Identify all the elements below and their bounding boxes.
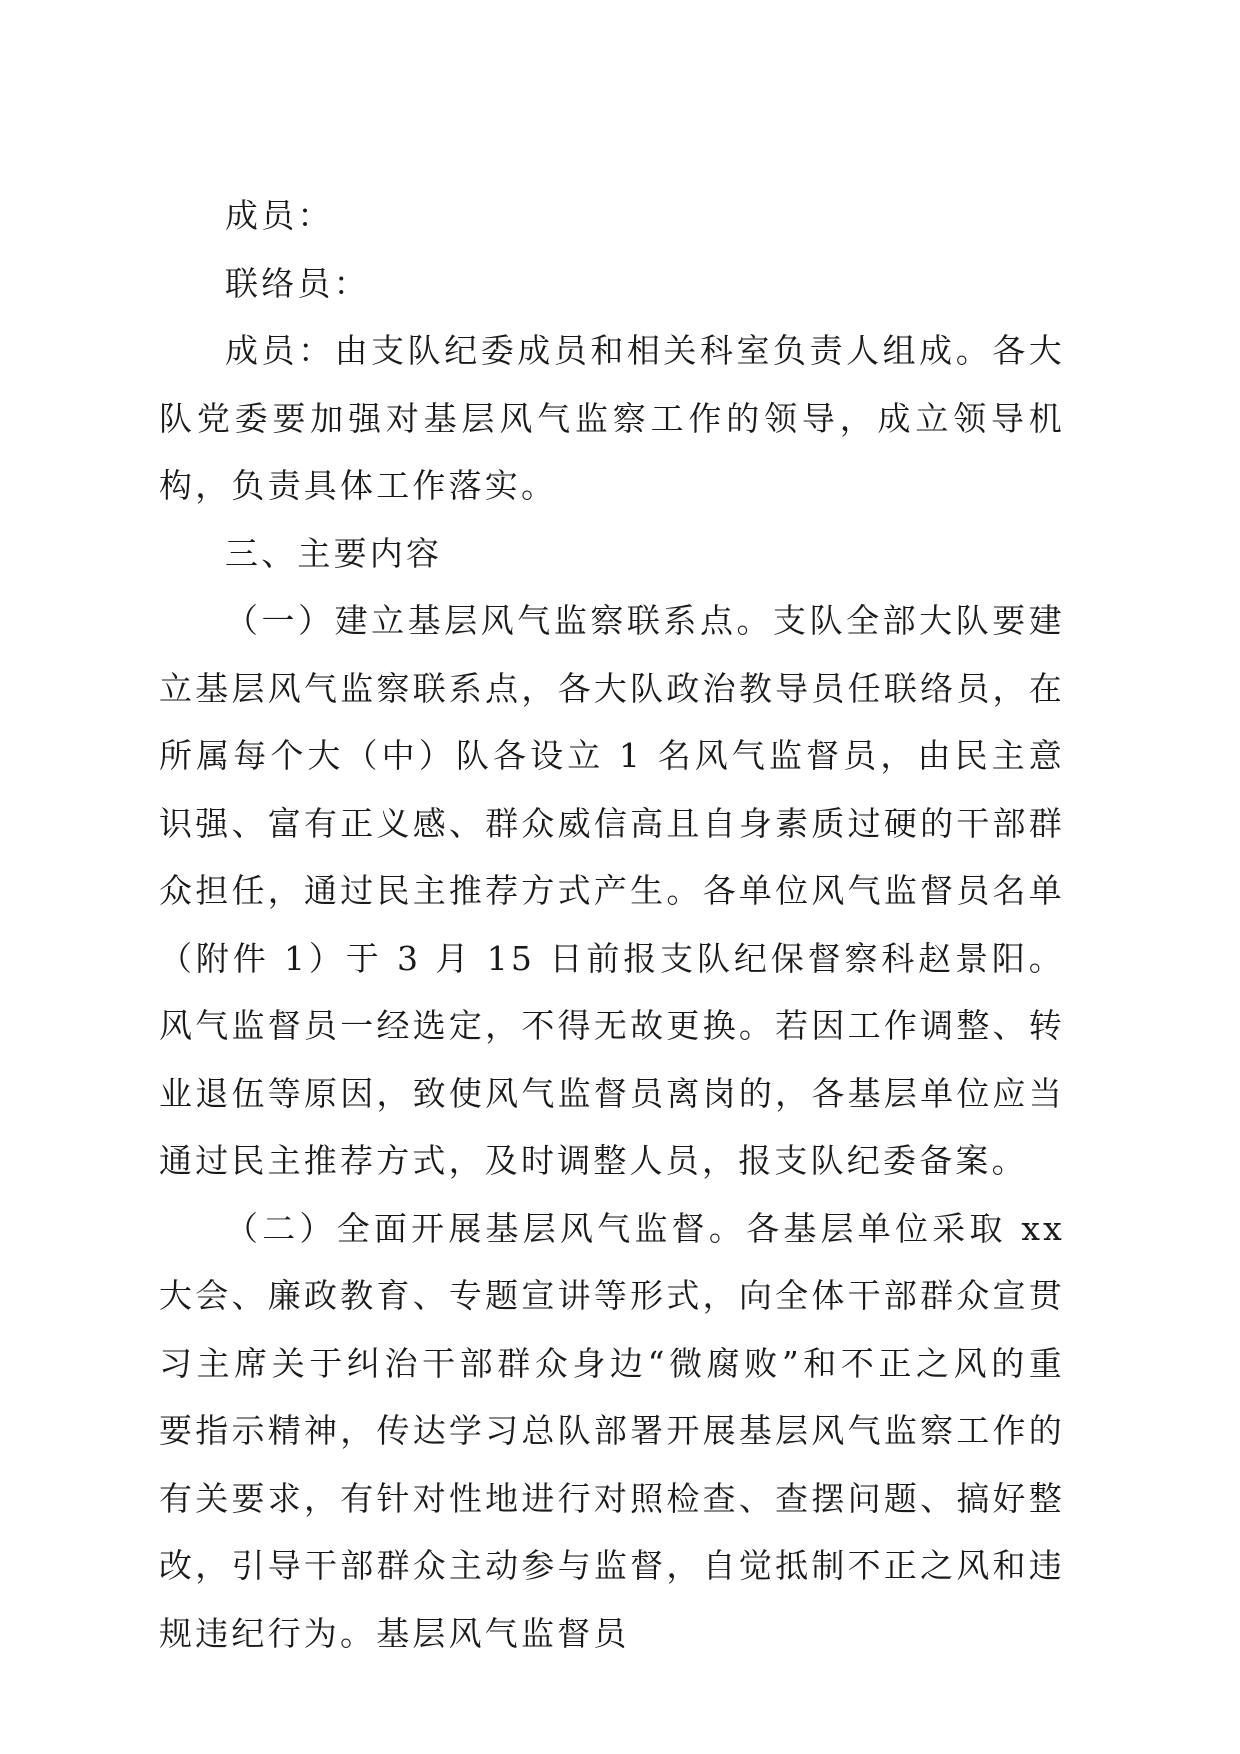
paragraph-members: 成员： xyxy=(225,196,334,235)
paragraph-liaison: 联络员： xyxy=(225,263,370,303)
paragraph-item-two: （二）全面开展基层风气监督。各基层单位采取 xx 大会、廉政教育、专题宣讲等形式，向全体干部群众宣贯习主席关于纠治干部群众身边“微腐败”和不正之风的重要指示精神，传达学习总队部署开展基层风气监察工作的有关要求，有针对性地进行对照检查、查摆问题、搞好整改，引导干部群众主动参与监督，自觉抵制不正之风和违规违纪行为。基层风气监督员 xyxy=(159,1208,1065,1653)
document-body xyxy=(159,182,1065,1667)
paragraph-members-composition: 成员：由支队纪委成员和相关科室负责人组成。各大队党委要加强对基层风气监察工作的领导，成立领导机构，负责具体工作落实。 xyxy=(159,331,1065,505)
section-heading-main-content: 三、主要内容 xyxy=(225,533,443,573)
paragraph-item-one: （一）建立基层风气监察联系点。支队全部大队要建立基层风气监察联系点，各大队政治教导员任联络员，在所属每个大（中）队各设立 1 名风气监督员，由民主意识强、富有正义感、群众威信高且自身素质过硬的干部群众担任，通过民主推荐方式产生。各单位风气监督员名单（附件 1）于 3 月 15 日前报支队纪保督察科赵景阳。风气监督员一经选定，不得无故更换。若因工作调整、转业退伍等原因，致使风气监督员离岗的，各基层单位应当通过民主推荐方式，及时调整人员，报支队纪委备案。 xyxy=(159,601,1065,1180)
